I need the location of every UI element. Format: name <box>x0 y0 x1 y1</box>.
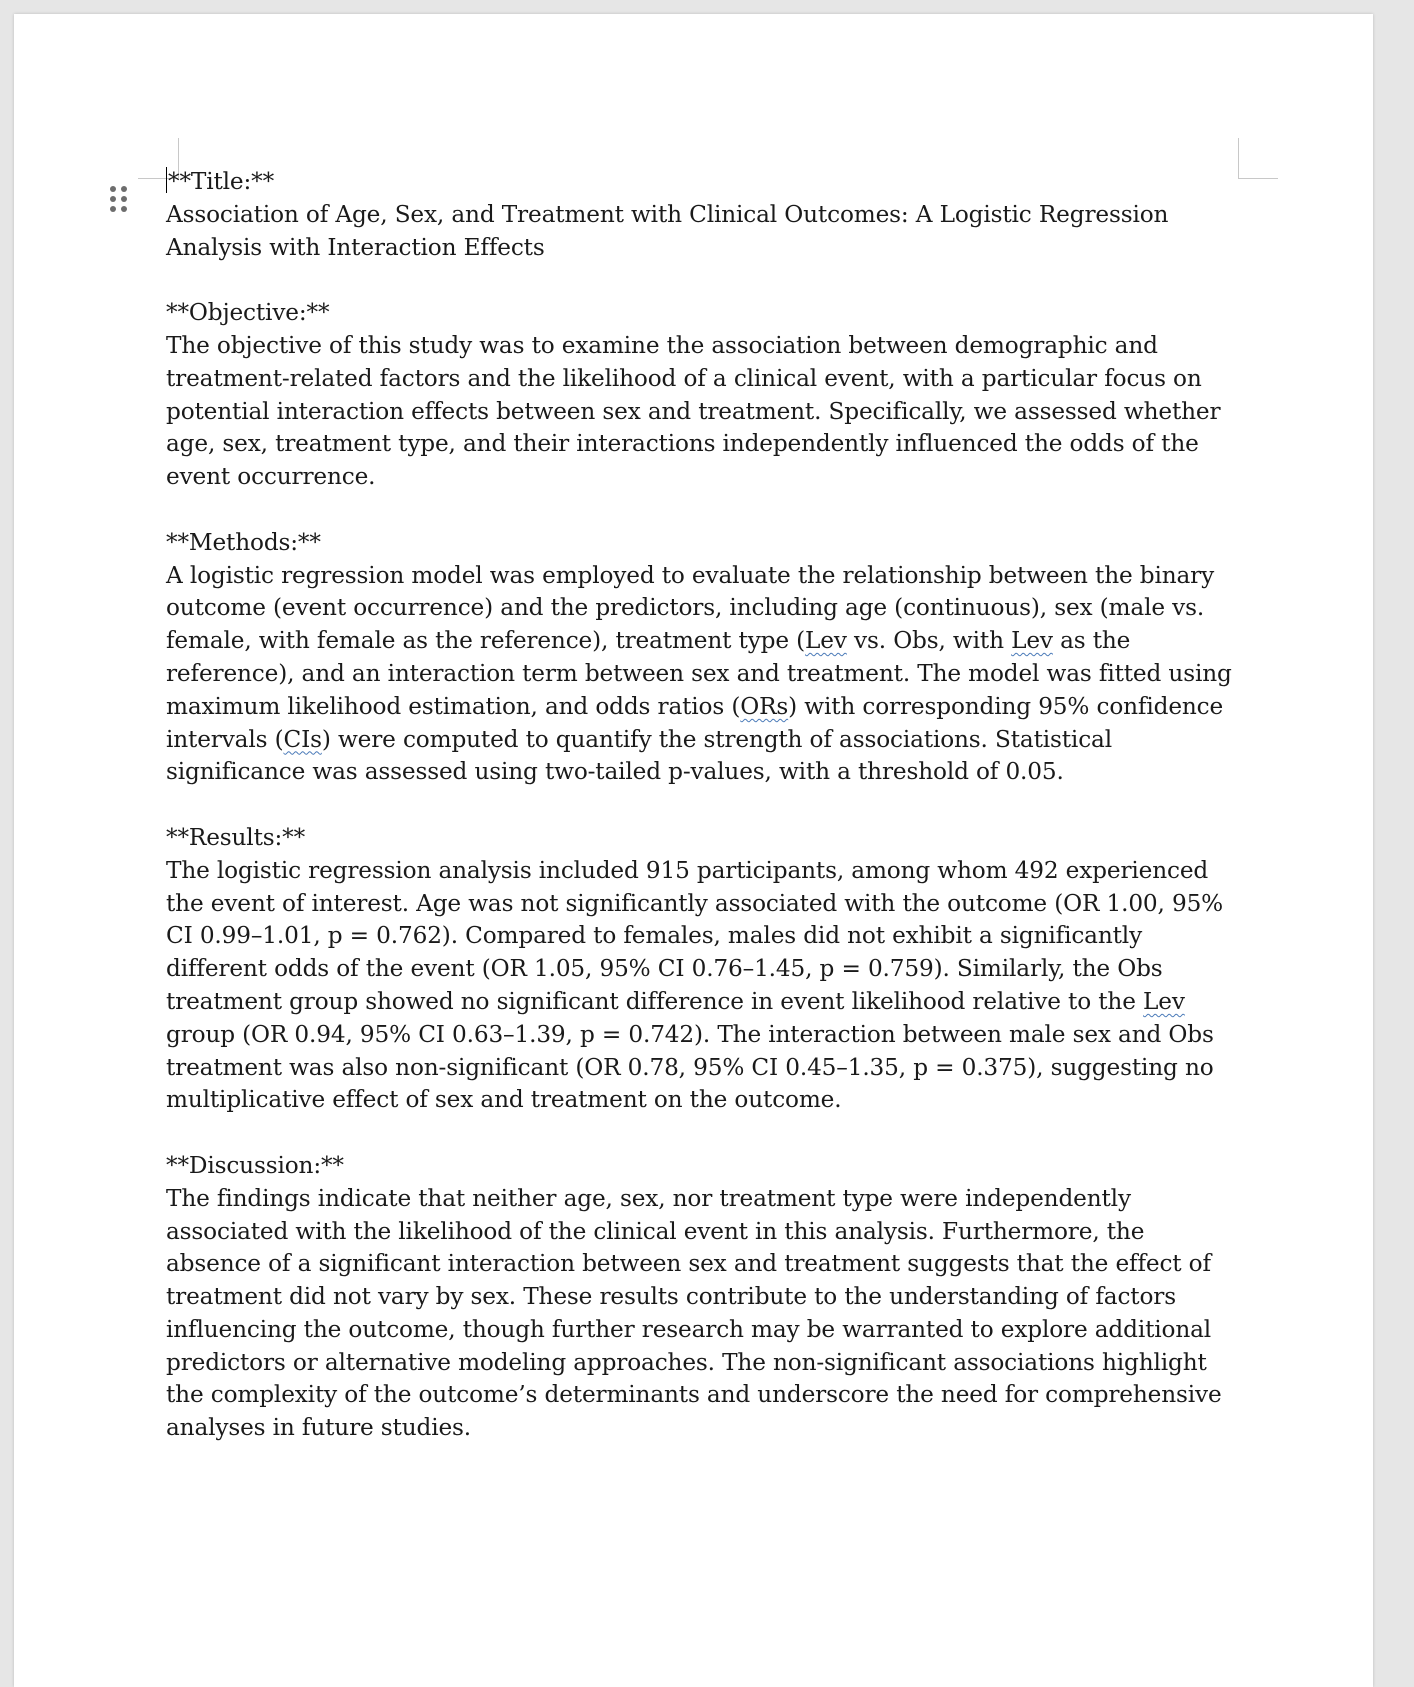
spellcheck-word[interactable]: Lev <box>1143 987 1185 1015</box>
objective-section <box>166 297 1246 494</box>
document-body[interactable] <box>166 166 1246 1478</box>
methods-heading: **Methods:** <box>166 528 321 556</box>
drag-handle-icon[interactable] <box>110 186 126 212</box>
results-section <box>166 822 1246 1117</box>
title-heading <box>166 166 1246 199</box>
methods-text-part: ) with corresponding 95% confidence intervals ( <box>166 692 1224 753</box>
objective-heading: **Objective:** <box>166 299 330 327</box>
drag-handle-dot <box>110 196 116 202</box>
title-section <box>166 166 1246 264</box>
title-text: Association of Age, Sex, and Treatment with Clinical Outcomes: A Logistic Regression Analysis with Interaction Effects <box>166 200 1169 261</box>
discussion-text: The findings indicate that neither age, sex, nor treatment type were independently associated with the likelihood of the clinical event in this analysis. Furthermore, the absence of a significant interaction between sex and treatment suggests that the effect of treatment did not vary by sex. These results contribute to the understanding of factors influencing the outcome, though further research may be warranted to explore additional predictors or alternative modeling approaches. The non-significant associations highlight the complexity of the outcome’s determinants and underscore the need for comprehensive analyses in future studies. <box>166 1184 1222 1442</box>
spellcheck-word[interactable]: CIs <box>283 725 322 753</box>
results-text-part: The logistic regression analysis included 915 participants, among whom 492 experienced the event of interest. Age was not significantly associated with the outcome (OR 1.00, 95% CI 0.99–1.01, p = 0.762). Compared to females, males did not exhibit a significantly different odds of the event (OR 1.05, 95% CI 0.76–1.45, p = 0.759). Similarly, the Obs treatment group showed no significant difference in event likelihood relative to the <box>166 856 1224 1015</box>
methods-text <box>166 560 1246 790</box>
objective-text: The objective of this study was to examine the association between demographic and treatment-related factors and the likelihood of a clinical event, with a particular focus on potential interaction effects between sex and treatment. Specifically, we assessed whether age, sex, treatment type, and their interactions independently influenced the odds of the event occurrence. <box>166 331 1221 491</box>
text-cursor <box>166 167 167 193</box>
results-text <box>166 855 1246 1117</box>
results-heading: **Results:** <box>166 823 306 851</box>
methods-text-part: A logistic regression model was employed to evaluate the relationship between the binary outcome (event occurrence) and the predictors, including age (continuous), sex (male vs. female, with female as the reference), treatment type ( <box>166 561 1215 655</box>
discussion-section <box>166 1150 1246 1445</box>
spellcheck-word[interactable]: ORs <box>740 692 789 720</box>
methods-section <box>166 527 1246 789</box>
drag-handle-dot <box>121 196 127 202</box>
drag-handle-dot <box>110 206 116 212</box>
drag-handle-dot <box>110 186 116 192</box>
results-text-part: group (OR 0.94, 95% CI 0.63–1.39, p = 0.742). The interaction between male sex and Obs treatment was also non-significant (OR 0.78, 95% CI 0.45–1.35, p = 0.375), suggesting no multiplicative effect of sex and treatment on the outcome. <box>166 1020 1214 1114</box>
methods-text-part: vs. Obs, with <box>846 627 1012 655</box>
methods-text-part: as the reference), and an interaction term between sex and treatment. The model was fitted using maximum likelihood estimation, and odds ratios ( <box>166 627 1232 720</box>
methods-text-part: ) were computed to quantify the strength of associations. Statistical significance was assessed using two-tailed p-values, with a threshold of 0.05. <box>166 725 1112 786</box>
spellcheck-word[interactable]: Lev <box>805 627 847 655</box>
discussion-heading: **Discussion:** <box>166 1151 344 1179</box>
title-heading-text: **Title:** <box>168 168 275 195</box>
drag-handle-dot <box>121 206 127 212</box>
drag-handle-dot <box>121 186 127 192</box>
spellcheck-word[interactable]: Lev <box>1011 627 1053 655</box>
